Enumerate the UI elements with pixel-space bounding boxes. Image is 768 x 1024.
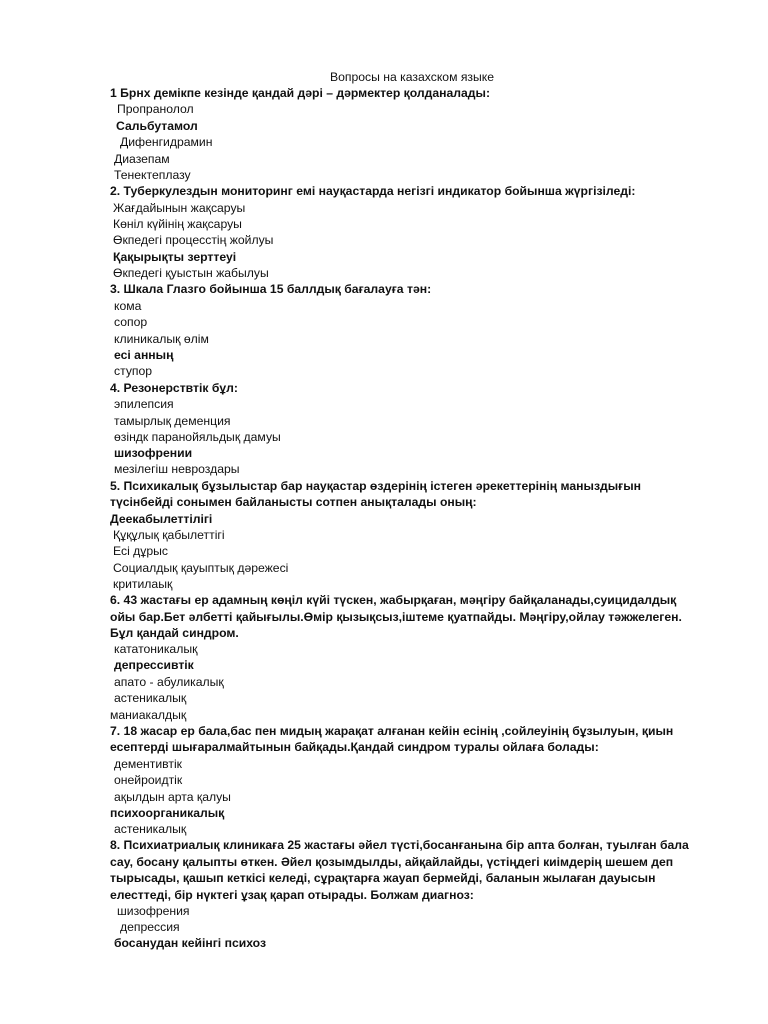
answer-option: критилаық [113,577,173,591]
question-7-continued: есептерді шығаралмайтынын байқады.Қандай синдром туралы ойлаға болады: [110,740,599,754]
correct-answer: есі анның [114,348,174,362]
answer-option: астеникалық [114,691,187,705]
question-7: 7. 18 жасар ер бала,бас пен мидың жарақат алғанан кейін есінің ,сойлеуінің бұзылуын, қиын [110,724,674,738]
answer-option: Құқұлық қабылеттігі [113,528,225,542]
correct-answer: Деекабылеттілігі [110,512,213,526]
answer-option: маниакалдық [110,708,187,722]
answer-option: ақылдын арта қалуы [114,790,231,804]
answer-option: апато - абуликалық [114,675,224,689]
answer-option: Социалдық қауыптық дәрежесі [113,561,289,575]
question-8-continued: елесттеді, бір нүктегі ұзақ қарап отырады. Болжам диагноз: [110,888,474,902]
answer-option: Дифенгидрамин [120,135,213,149]
answer-option: ступор [114,364,153,378]
answer-option: Тенектеплазу [114,168,191,182]
answer-option: Диазепам [114,152,170,166]
answer-option: эпилепсия [114,397,174,411]
correct-answer: Қақырықты зерттеуі [113,250,237,264]
answer-option: Жағдайынын жақсаруы [113,201,246,215]
question-4: 4. Резонерствтік бұл: [110,381,238,395]
answer-option: дементивтік [114,757,182,771]
answer-option: Пропранолол [117,102,194,116]
question-8-continued: тырысады, қашып кеткісі келеді, сұрақтарға жауап бермейді, баланын жылаған дауысын [110,871,656,885]
answer-option: кома [114,299,142,313]
correct-answer: Сальбутамол [116,119,198,133]
answer-option: депрессия [120,920,180,934]
answer-option: Есі дұрыс [113,544,169,558]
question-8-continued: сау, босану қалыпты өткен. Әйел қозымдылды, айқайлайды, үстіңдегі киімдерің шешем деп [110,855,674,869]
correct-answer: босанудан кейінгі психоз [114,936,267,950]
answer-option: сопор [114,315,148,329]
correct-answer: депрессивтік [114,658,194,672]
question-6-continued: Бұл қандай синдром. [110,626,239,640]
question-5-continued: түсінбейді сонымен байланысты сотпен анықталады оның: [110,495,477,509]
answer-option: мезілегіш невроздары [114,462,240,476]
question-8: 8. Психиатриалық клиникаға 25 жастағы әйел түсті,босанғанына бір апта болған, туылған бала [110,838,689,852]
answer-option: тамырлық деменция [114,414,231,428]
question-6-continued: ойы бар.Бет әлбетті қайығылы.Өмір қызықсыз,іштеме қуатпайды. Мәңгіру,ойлау тәжжелеген. [110,610,682,624]
answer-option: клиникалық өлім [114,332,209,346]
answer-option: кататоникалық [114,642,198,656]
answer-option: астеникалық [114,822,187,836]
question-2: 2. Туберкулездын мониторинг емі науқастарда негізгі индикатор бойынша жүргізіледі: [110,184,636,198]
answer-option: шизофрения [117,904,190,918]
correct-answer: шизофрении [114,446,193,460]
question-1: 1 Брнх демікпе кезінде қандай дәрі – дәрмектер қолданалады: [110,86,491,100]
question-5: 5. Психикалық бұзылыстар бар науқастар өздерінің істеген әрекеттерінің маныздығын [110,479,641,493]
answer-option: Көніл күйінің жақсаруы [113,217,242,231]
answer-option: өзіндк паранойяльдық дамуы [114,430,281,444]
answer-option: Өкпедегі процесстің жойлуы [113,233,274,247]
correct-answer: психоорганикалық [110,806,225,820]
answer-option: онейроидтік [114,773,183,787]
question-3: 3. Шкала Глазго бойынша 15 баллдық бағалауға тән: [110,282,432,296]
answer-option: Өкпедегі қуыстын жабылуы [113,266,269,280]
document-title: Вопросы на казахском языке [329,70,495,84]
question-6: 6. 43 жастағы ер адамның көңіл күйі түскен, жабырқаған, мәңгіру байқаланады,суицидалдық [110,593,677,607]
